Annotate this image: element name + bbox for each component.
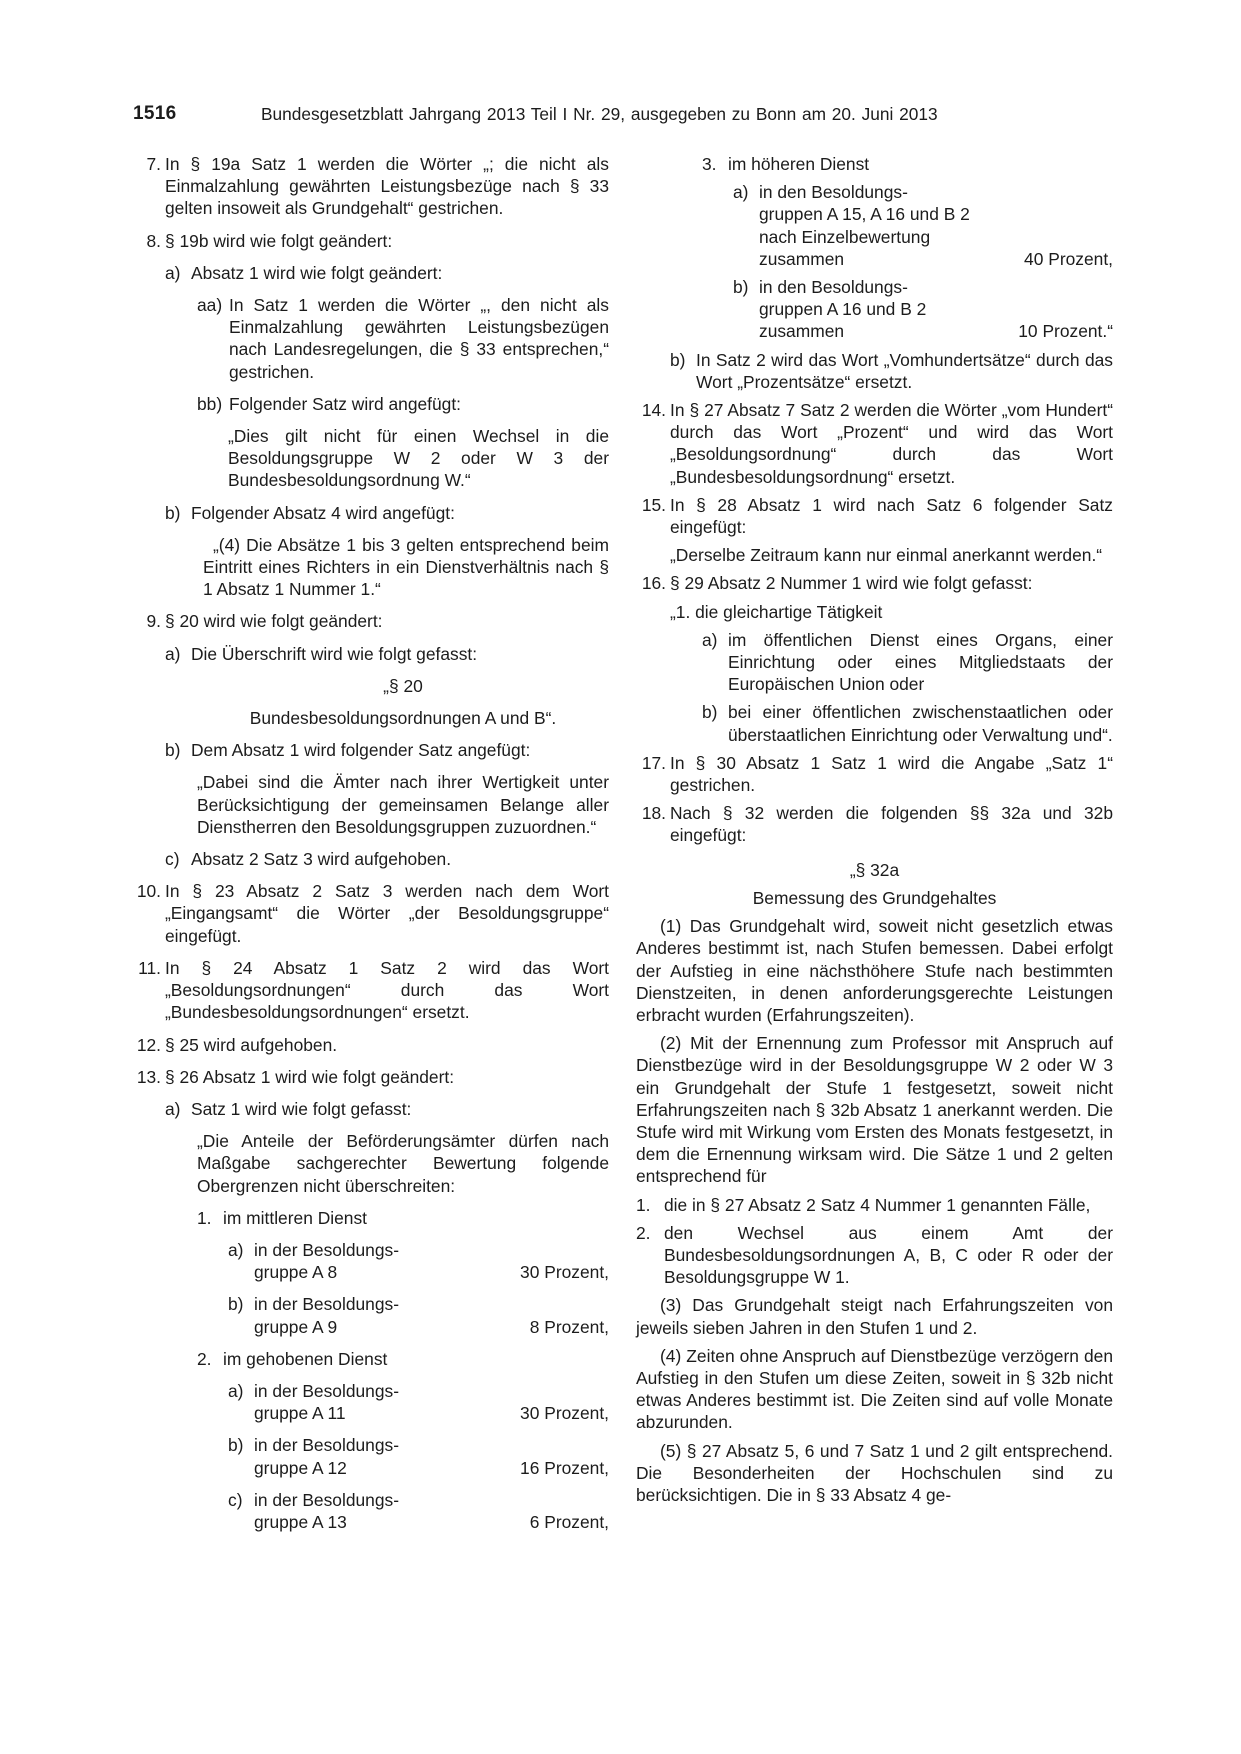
page-number: 1516 bbox=[133, 103, 177, 124]
sub-item: b) bei einer öffentlichen zwischenstaatlichen oder überstaatlichen Einrichtung oder Verwaltung und“. bbox=[702, 702, 1113, 745]
quoted-text: „(4) Die Absätze 1 bis 3 gelten entsprechend beim Eintritt eines Richters in ein Dienstverhältnis nach § 1 Absatz 1 Nummer 1.“ bbox=[203, 534, 609, 600]
quota-row: c) in der Besoldungs- gruppe A 13 6 Prozent, bbox=[228, 1489, 609, 1532]
quoted-text: „Dies gilt nicht für einen Wechsel in die Besoldungsgruppe W 2 oder W 3 der Bundesbesoldungsordnung W.“ bbox=[228, 426, 609, 491]
list-item: 11. In § 24 Absatz 1 Satz 2 wird das Wort „Besoldungsordnungen“ durch das Wort „Bundesbesoldungsordnungen“ ersetzt. bbox=[138, 957, 609, 1023]
quota-row: b) in der Besoldungs- gruppe A 12 16 Prozent, bbox=[228, 1435, 609, 1478]
paragraph: (1) Das Grundgehalt wird, soweit nicht gesetzlich etwas Anderes bestimmt ist, nach Stufen bemessen. Dabei erfolgt der Aufstieg in eine nächsthöhere Stufe nach bestimmten Dienstzeiten, in denen anforderungsgerechte Leistungen erbracht wurden (Erfahrungszeiten). bbox=[636, 916, 1113, 1025]
page-header bbox=[133, 103, 1108, 129]
sub-sub-item: aa) In Satz 1 werden die Wörter „, den nicht als Einmalzahlung gewährten Leistungsbezügen nach Landesregelungen, die § 33 entsprechen,“ gestrichen. bbox=[197, 295, 609, 382]
sub-item: a) im öffentlichen Dienst eines Organs, einer Einrichtung oder eines Mitgliedstaats der Europäischen Union oder bbox=[702, 629, 1113, 695]
list-item: 14. In § 27 Absatz 7 Satz 2 werden die Wörter „vom Hundert“ durch das Wort „Prozent“ und wird das Wort „Besoldungsordnung“ durch das Wort „Bundesbesoldungsordnung“ ersetzt. bbox=[641, 400, 1113, 487]
quoted-text: „1. die gleichartige Tätigkeit bbox=[670, 601, 883, 622]
paragraph: (2) Mit der Ernennung zum Professor mit Anspruch auf Dienstbezüge wird in der Besoldungsgruppe W 2 oder W 3 ein Grundgehalt der Stufe 1 festgesetzt, soweit nicht Erfahrungszeiten nach § 32b Absatz 1 anerkannt werden. Die Stufe wird mit Wirkung vom Ersten des Monats festgesetzt, in dem die Ernennung wirksam wird. Die Sätze 1 und 2 gelten entsprechend für bbox=[636, 1033, 1113, 1187]
paragraph-number: „§ 20 bbox=[383, 675, 423, 696]
sub-item: c) Absatz 2 Satz 3 wird aufgehoben. bbox=[165, 849, 452, 870]
quota-value: 8 Prozent, bbox=[529, 1316, 609, 1337]
paragraph: (4) Zeiten ohne Anspruch auf Dienstbezüge verzögern den Aufstieg in den Stufen um diese Zeiten, soweit in § 32b nicht etwas Anderes bestimmt ist. Die Zeiten sind auf volle Monate abzurunden. bbox=[636, 1345, 1113, 1433]
sub-item: a) Absatz 1 wird wie folgt geändert: bbox=[165, 262, 443, 283]
quota-value: 30 Prozent, bbox=[520, 1403, 609, 1424]
service-group: 3. im höheren Dienst bbox=[702, 154, 870, 174]
quota-value: 16 Prozent, bbox=[520, 1457, 609, 1478]
section-heading: Bemessung des Grundgehaltes bbox=[752, 887, 997, 908]
quota-row: a) in der Besoldungs- gruppe A 8 30 Prozent, bbox=[228, 1239, 609, 1283]
list-item: 1. die in § 27 Absatz 2 Satz 4 Nummer 1 genannten Fälle, bbox=[636, 1194, 1091, 1215]
list-item: 9. § 20 wird wie folgt geändert: bbox=[146, 611, 383, 632]
paragraph-number: „§ 32a bbox=[849, 859, 900, 880]
sub-item: a) Satz 1 wird wie folgt gefasst: bbox=[165, 1098, 412, 1119]
service-group: 2. im gehobenen Dienst bbox=[197, 1348, 388, 1369]
service-group: 1. im mittleren Dienst bbox=[197, 1207, 367, 1228]
list-item: 12. § 25 wird aufgehoben. bbox=[136, 1034, 338, 1055]
list-item: 13. § 26 Absatz 1 wird wie folgt geändert: bbox=[136, 1066, 455, 1087]
paragraph: (3) Das Grundgehalt steigt nach Erfahrungszeiten von jeweils sieben Jahren in den Stufen 1 und 2. bbox=[636, 1295, 1113, 1338]
sub-item: b) Dem Absatz 1 wird folgender Satz angefügt: bbox=[165, 740, 531, 761]
sub-item: a) Die Überschrift wird wie folgt gefasst: bbox=[165, 643, 478, 664]
section-heading: Bundesbesoldungsordnungen A und B“. bbox=[249, 708, 557, 729]
list-item: 17. In § 30 Absatz 1 Satz 1 wird die Angabe „Satz 1“ gestrichen. bbox=[641, 752, 1113, 796]
left-column bbox=[131, 153, 609, 1543]
gazette-title: Bundesgesetzblatt Jahrgang 2013 Teil I Nr. 29, ausgegeben zu Bonn am 20. Juni 2013 bbox=[261, 104, 938, 124]
quota-row: a) in den Besoldungs- gruppen A 15, A 16 und B 2 nach Einzelbewertung zusammen 40 Prozent, bbox=[733, 182, 1113, 269]
list-item: 2. den Wechsel aus einem Amt der Bundesbesoldungsordnungen A, B, C oder R oder der Besoldungsgruppe W 1. bbox=[636, 1222, 1113, 1288]
quota-value: 10 Prozent.“ bbox=[1018, 321, 1113, 342]
right-column bbox=[636, 153, 1113, 1512]
list-item: 18. Nach § 32 werden die folgenden §§ 32a und 32b eingefügt: bbox=[641, 803, 1113, 846]
quota-row: b) in den Besoldungs- gruppen A 16 und B 2 zusammen 10 Prozent.“ bbox=[733, 277, 1113, 342]
quoted-text: „Dabei sind die Ämter nach ihrer Wertigkeit unter Berücksichtigung der gemeinsamen Belange aller Dienstherren den Besoldungsgruppen zuzuordnen.“ bbox=[197, 772, 609, 837]
list-item: 15. In § 28 Absatz 1 wird nach Satz 6 folgender Satz eingefügt: bbox=[641, 494, 1113, 538]
quota-value: 40 Prozent, bbox=[1024, 248, 1113, 269]
quota-row: b) in der Besoldungs- gruppe A 9 8 Prozent, bbox=[228, 1294, 609, 1337]
sub-item: b) In Satz 2 wird das Wort „Vomhundertsätze“ durch das Wort „Prozentsätze“ ersetzt. bbox=[670, 349, 1113, 392]
quoted-text: „Die Anteile der Beförderungsämter dürfen nach Maßgabe sachgerechter Bewertung folgende Obergrenzen nicht überschreiten: bbox=[197, 1131, 609, 1196]
sub-item: b) Folgender Absatz 4 wird angefügt: bbox=[165, 502, 455, 523]
list-item: 8. § 19b wird wie folgt geändert: bbox=[146, 230, 393, 251]
list-item: 16. § 29 Absatz 2 Nummer 1 wird wie folgt gefasst: bbox=[641, 573, 1033, 594]
quota-value: 6 Prozent, bbox=[529, 1511, 609, 1532]
quota-row: a) in der Besoldungs- gruppe A 11 30 Prozent, bbox=[228, 1380, 609, 1424]
list-item: 7. In § 19a Satz 1 werden die Wörter „; die nicht als Einmalzahlung gewährten Leistungsbezüge nach § 33 gelten insoweit als Grundgehalt“ gestrichen. bbox=[146, 154, 609, 219]
quota-value: 30 Prozent, bbox=[520, 1262, 609, 1283]
paragraph: (5) § 27 Absatz 5, 6 und 7 Satz 1 und 2 gilt entsprechend. Die Besonderheiten der Hochschulen sind zu berücksichtigen. Die in § 33 Absatz 4 ge- bbox=[636, 1440, 1113, 1505]
list-item: 10. In § 23 Absatz 2 Satz 3 werden nach dem Wort „Eingangsamt“ die Wörter „der Besoldungsgruppe“ eingefügt. bbox=[136, 881, 609, 946]
quoted-text: „Derselbe Zeitraum kann nur einmal anerkannt werden.“ bbox=[670, 545, 1103, 566]
sub-sub-item: bb) Folgender Satz wird angefügt: bbox=[197, 393, 462, 414]
